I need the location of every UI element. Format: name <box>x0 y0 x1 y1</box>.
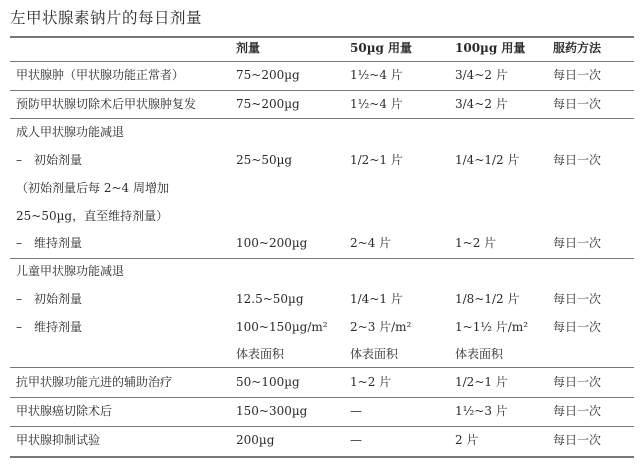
row-antithyroid-dose: 50~100µg <box>236 375 300 389</box>
rule-6 <box>10 397 634 398</box>
row-prevent-dose: 75~200µg <box>236 97 300 111</box>
row-adult-initial-dose: 25~50µg <box>236 153 293 167</box>
rule-3 <box>10 118 634 119</box>
row-child-initial-dose: 12.5~50µg <box>236 292 304 306</box>
row-child-maint-method: 每日一次 <box>553 320 602 334</box>
row-child-maint-tab50: 2~3 片/m² <box>350 320 412 334</box>
row-antithyroid-tab50: 1~2 片 <box>350 375 392 389</box>
rule-7 <box>10 426 634 427</box>
row-child-initial-tab50: 1/4~1 片 <box>350 292 403 306</box>
row-child-initial-tab100: 1/8~1/2 片 <box>455 292 520 306</box>
row-antithyroid-method: 每日一次 <box>553 375 602 389</box>
header-tab100: 100µg 用量 <box>455 41 526 55</box>
row-suppression-tab50: — <box>350 433 362 447</box>
rule-4 <box>10 258 634 259</box>
row-goiter-tab100: 3/4~2 片 <box>455 68 508 82</box>
row-child-maint-unit-dose: 体表面积 <box>236 347 285 361</box>
row-suppression-label: 甲状腺抑制试验 <box>16 433 101 447</box>
table-top-rule <box>10 36 634 38</box>
row-goiter-label: 甲状腺肿（甲状腺功能正常者） <box>16 68 185 82</box>
row-goiter-tab50: 1½~4 片 <box>350 68 403 82</box>
row-child-initial-method: 每日一次 <box>553 292 602 306</box>
row-child-maint-unit-tab50: 体表面积 <box>350 347 399 361</box>
row-goiter-method: 每日一次 <box>553 68 602 82</box>
row-antithyroid-label: 抗甲状腺功能亢进的辅助治疗 <box>16 375 173 389</box>
row-cancer-dose: 150~300µg <box>236 404 308 418</box>
row-child-maint-unit-tab100: 体表面积 <box>455 347 504 361</box>
document-title: 左甲状腺素钠片的每日剂量 <box>10 9 203 27</box>
row-adult-maint-label: – 维持剂量 <box>16 236 83 250</box>
row-adult-initial-label: – 初始剂量 <box>16 153 83 167</box>
row-prevent-method: 每日一次 <box>553 97 602 111</box>
row-adult-maint-method: 每日一次 <box>553 236 602 250</box>
row-child-maint-dose: 100~150µg/m² <box>236 320 328 334</box>
row-goiter-dose: 75~200µg <box>236 68 300 82</box>
row-adult-maint-dose: 100~200µg <box>236 236 308 250</box>
row-child-initial-label: – 初始剂量 <box>16 292 83 306</box>
row-adult-initial-method: 每日一次 <box>553 153 602 167</box>
row-cancer-tab50: — <box>350 404 362 418</box>
table-bottom-rule <box>10 456 634 458</box>
row-adult-initial-tab50: 1/2~1 片 <box>350 153 403 167</box>
row-prevent-tab100: 3/4~2 片 <box>455 97 508 111</box>
rule-5 <box>10 367 634 368</box>
row-adult-note-line2: 25~50µg，直至维持剂量） <box>16 209 169 223</box>
rule-1 <box>10 61 634 62</box>
row-suppression-method: 每日一次 <box>553 433 602 447</box>
row-cancer-method: 每日一次 <box>553 404 602 418</box>
row-antithyroid-tab100: 1/2~1 片 <box>455 375 508 389</box>
row-adult-maint-tab100: 1~2 片 <box>455 236 497 250</box>
row-adult-hypo-label: 成人甲状腺功能减退 <box>16 125 125 139</box>
row-suppression-dose: 200µg <box>236 433 275 447</box>
row-prevent-tab50: 1½~4 片 <box>350 97 403 111</box>
row-cancer-tab100: 1½~3 片 <box>455 404 508 418</box>
header-tab50: 50µg 用量 <box>350 41 413 55</box>
row-adult-note-line1: （初始剂量后每 2~4 周增加 <box>16 181 169 195</box>
row-adult-initial-tab100: 1/4~1/2 片 <box>455 153 520 167</box>
row-prevent-label: 预防甲状腺切除术后甲状腺肿复发 <box>16 97 197 111</box>
header-method: 服药方法 <box>553 41 602 55</box>
row-suppression-tab100: 2 片 <box>455 433 479 447</box>
rule-2 <box>10 90 634 91</box>
row-child-hypo-label: 儿童甲状腺功能减退 <box>16 264 125 278</box>
row-child-maint-label: – 维持剂量 <box>16 320 83 334</box>
row-child-maint-tab100: 1~1½ 片/m² <box>455 320 529 334</box>
header-dose: 剂量 <box>236 41 261 55</box>
row-cancer-label: 甲状腺癌切除术后 <box>16 404 113 418</box>
row-adult-maint-tab50: 2~4 片 <box>350 236 392 250</box>
